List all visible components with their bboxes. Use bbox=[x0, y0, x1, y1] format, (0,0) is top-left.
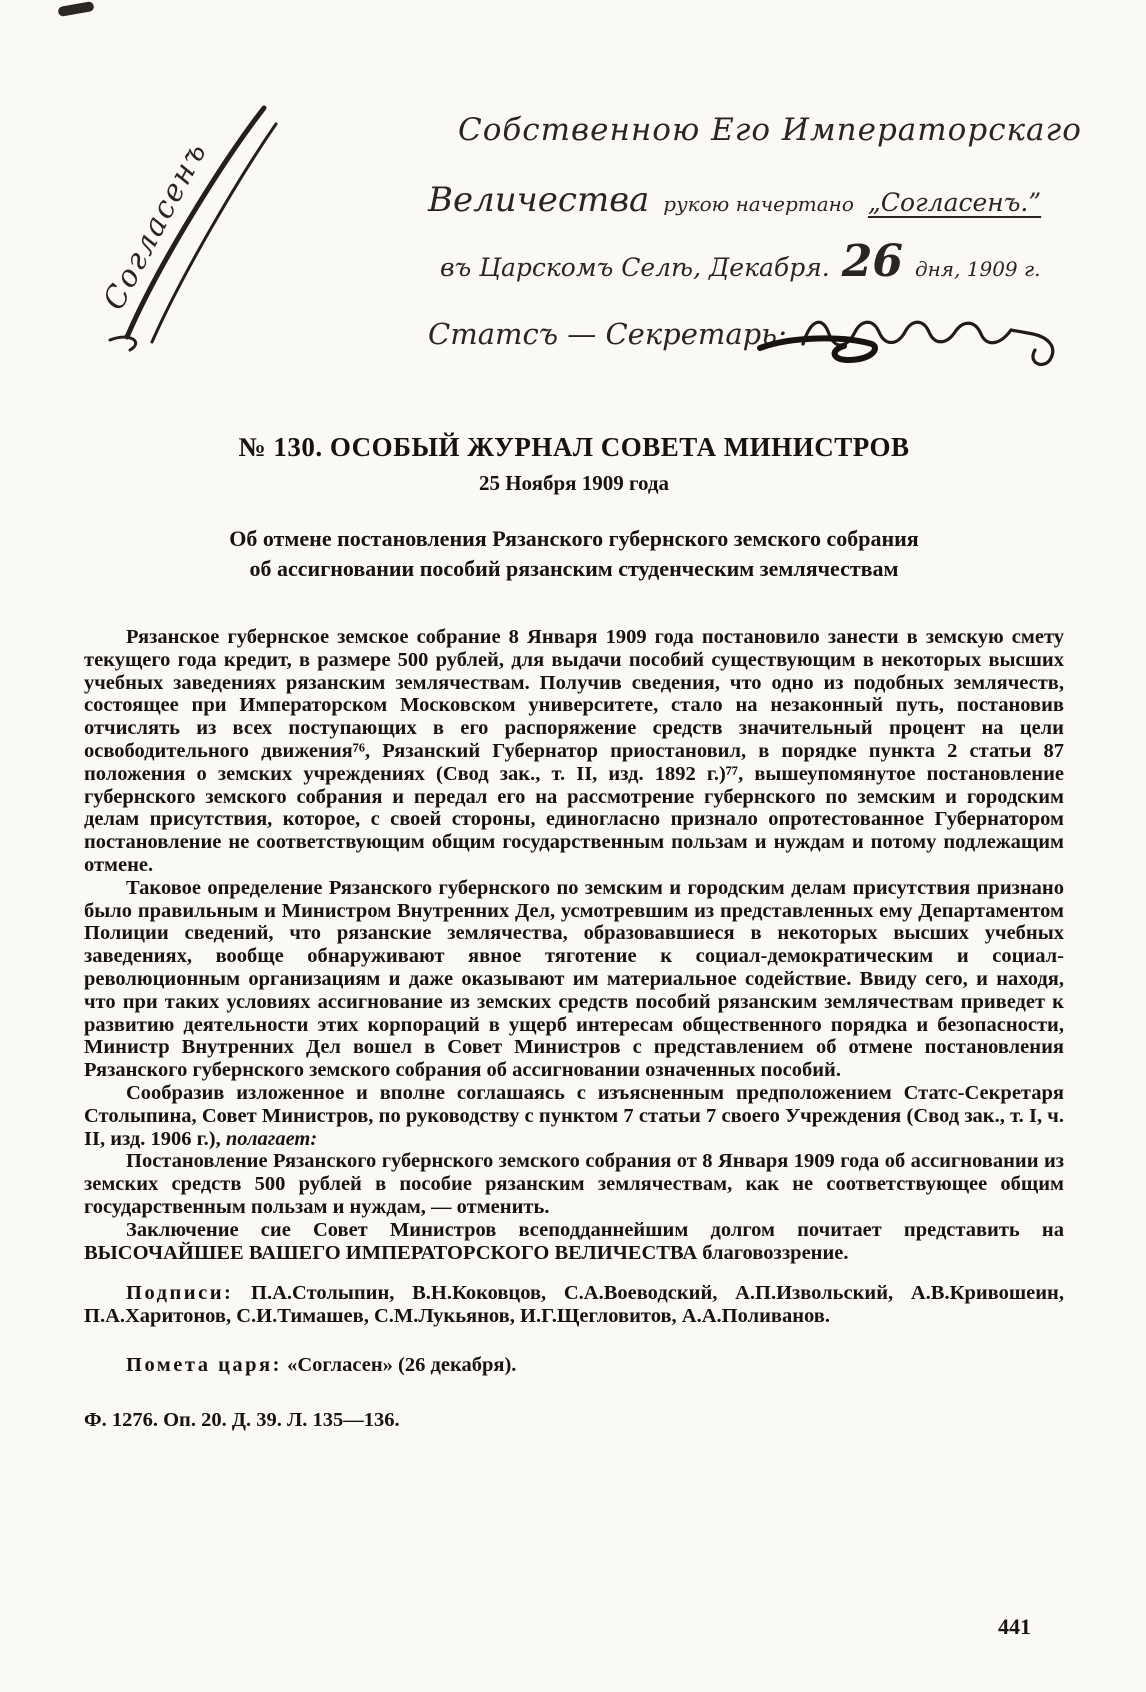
handwritten-line-3 bbox=[440, 236, 1040, 287]
journal-subtitle bbox=[84, 524, 1064, 584]
paragraph-3-main: Сообразив изложенное и вполне соглашаясь с изъясненным предположением Статс-Секретаря Столыпина, Совет Министров, по руководству с пунктом 7 статьи 7 своего Учреждения (Свод зак., т. I, ч. II, изд. 1906 г.), bbox=[84, 1081, 1064, 1150]
diagonal-signature bbox=[72, 92, 332, 354]
signatures-list: П.А.Столыпин, В.Н.Коковцов, С.А.Воеводский, А.П.Извольский, А.В.Кривошеин, П.А.Харитонов, С.И.Тимашев, С.М.Лукьянов, И.Г.Щегловитов, А.А.Поливанов. bbox=[84, 1282, 1064, 1328]
journal-title: № 130. ОСОБЫЙ ЖУРНАЛ СОВЕТА МИНИСТРОВ bbox=[238, 432, 910, 462]
diagonal-signature-text: Согласенъ bbox=[96, 135, 215, 316]
page-number: 441 bbox=[998, 1614, 1031, 1639]
signatures-label: Подписи: bbox=[126, 1282, 234, 1305]
handwritten-secretary-label: Статсъ — Секретарь: bbox=[428, 317, 787, 351]
paragraph-1: Рязанское губернское земское собрание 8 Января 1909 года постановило занести в земскую смету текущего года кредит, в размере 500 рублей, для выдачи пособий существующим в некоторых высших учебных заведениях рязанским землячествам. Получив сведения, что одно из подобных землячеств, состоящее при Императорском Московском университете, стало на незаконный путь, постановив отчислять из всех поступающих в его распоряжение средств значительный процент на цели освободительного движения⁷⁶, Рязанский Губернатор приостановил, в порядке пункта 2 статьи 87 положения о земских учреждениях (Свод зак., т. II, изд. 1892 г.)⁷⁷, вышеупомянутое постановление губернского земского собрания и передал его на рассмотрение губернского по земским и городским делам присутствия, которое, с своей стороны, единогласно признало опротестованное Губернатором постановление не соответствующим общим государственным пользам и нуждам и потому подлежащим отмене. bbox=[84, 626, 1064, 876]
handwritten-day-number: 26 bbox=[841, 236, 903, 287]
handwritten-soglasen-quote: „Согласенъ.” bbox=[867, 188, 1042, 217]
handwritten-year: дня, 1909 г. bbox=[914, 257, 1041, 281]
scan-artifact bbox=[57, 1, 94, 17]
journal-date: 25 Ноября 1909 года bbox=[478, 471, 670, 495]
subtitle-line-1: Об отмене постановления Рязанского губернского земского собрания bbox=[229, 526, 919, 551]
signatures-paragraph bbox=[84, 1282, 1064, 1328]
handwritten-line-1: Собственною Его Императорскаго bbox=[458, 112, 1082, 148]
archive-reference: Ф. 1276. Оп. 20. Д. 39. Л. 135—136. bbox=[84, 1408, 400, 1431]
tsar-note-paragraph bbox=[84, 1354, 1064, 1377]
signature-underline-flourish bbox=[752, 330, 882, 372]
handwritten-rukoyu-nachertano: рукою начертано bbox=[663, 192, 854, 216]
document-body bbox=[84, 626, 1064, 1432]
signature-flourish-strokes bbox=[72, 92, 332, 354]
paragraph-3-verdict: полагает: bbox=[225, 1127, 318, 1150]
tsar-note-text: «Согласен» (26 декабря). bbox=[287, 1353, 517, 1376]
handwritten-velichestva: Величества bbox=[428, 180, 650, 220]
paragraph-3 bbox=[84, 1082, 1064, 1150]
handwritten-place-date: въ Царскомъ Селѣ, Декабря. bbox=[440, 253, 830, 282]
paragraph-2: Таковое определение Рязанского губернского по земским и городским делам присутствия признано было правильным и Министром Внутренних Дел, усмотревшим из представленных ему Департаментом Полиции сведений, что рязанские землячества, образовавшиеся в некоторых высших учебных заведениях, вообще обнаруживают явное тяготение к социал-демократическим и социал-революционным организациям и даже оказывают им материальное содействие. Ввиду сего, и находя, что при таких условиях ассигнование из земских средств пособий рязанским землячествам приведет к развитию деятельности этих корпораций в ущерб интересам общественного порядка и безопасности, Министр Внутренних Дел вошел в Совет Министров с представлением об отмене постановления Рязанского губернского земского собрания об ассигновании означенных пособий. bbox=[84, 876, 1064, 1082]
tsar-note-label: Помета царя: bbox=[126, 1353, 282, 1376]
handwritten-line-2 bbox=[428, 180, 1041, 220]
paragraph-5: Заключение сие Совет Министров всеподданнейшим долгом почитает представить на ВЫСОЧАЙШЕЕ ВАШЕГО ИМПЕРАТОРСКОГО ВЕЛИЧЕСТВА благовоззрение. bbox=[84, 1218, 1064, 1264]
printed-content bbox=[84, 432, 1064, 1432]
paragraph-4: Постановление Рязанского губернского земского собрания от 8 Января 1909 года об ассигновании из земских средств 500 рублей в пособие рязанским землячествам, как не соответствующее общим государственным пользам и нуждам, — отменить. bbox=[84, 1150, 1064, 1218]
subtitle-line-2: об ассигновании пособий рязанским студенческим землячествам bbox=[249, 556, 899, 581]
